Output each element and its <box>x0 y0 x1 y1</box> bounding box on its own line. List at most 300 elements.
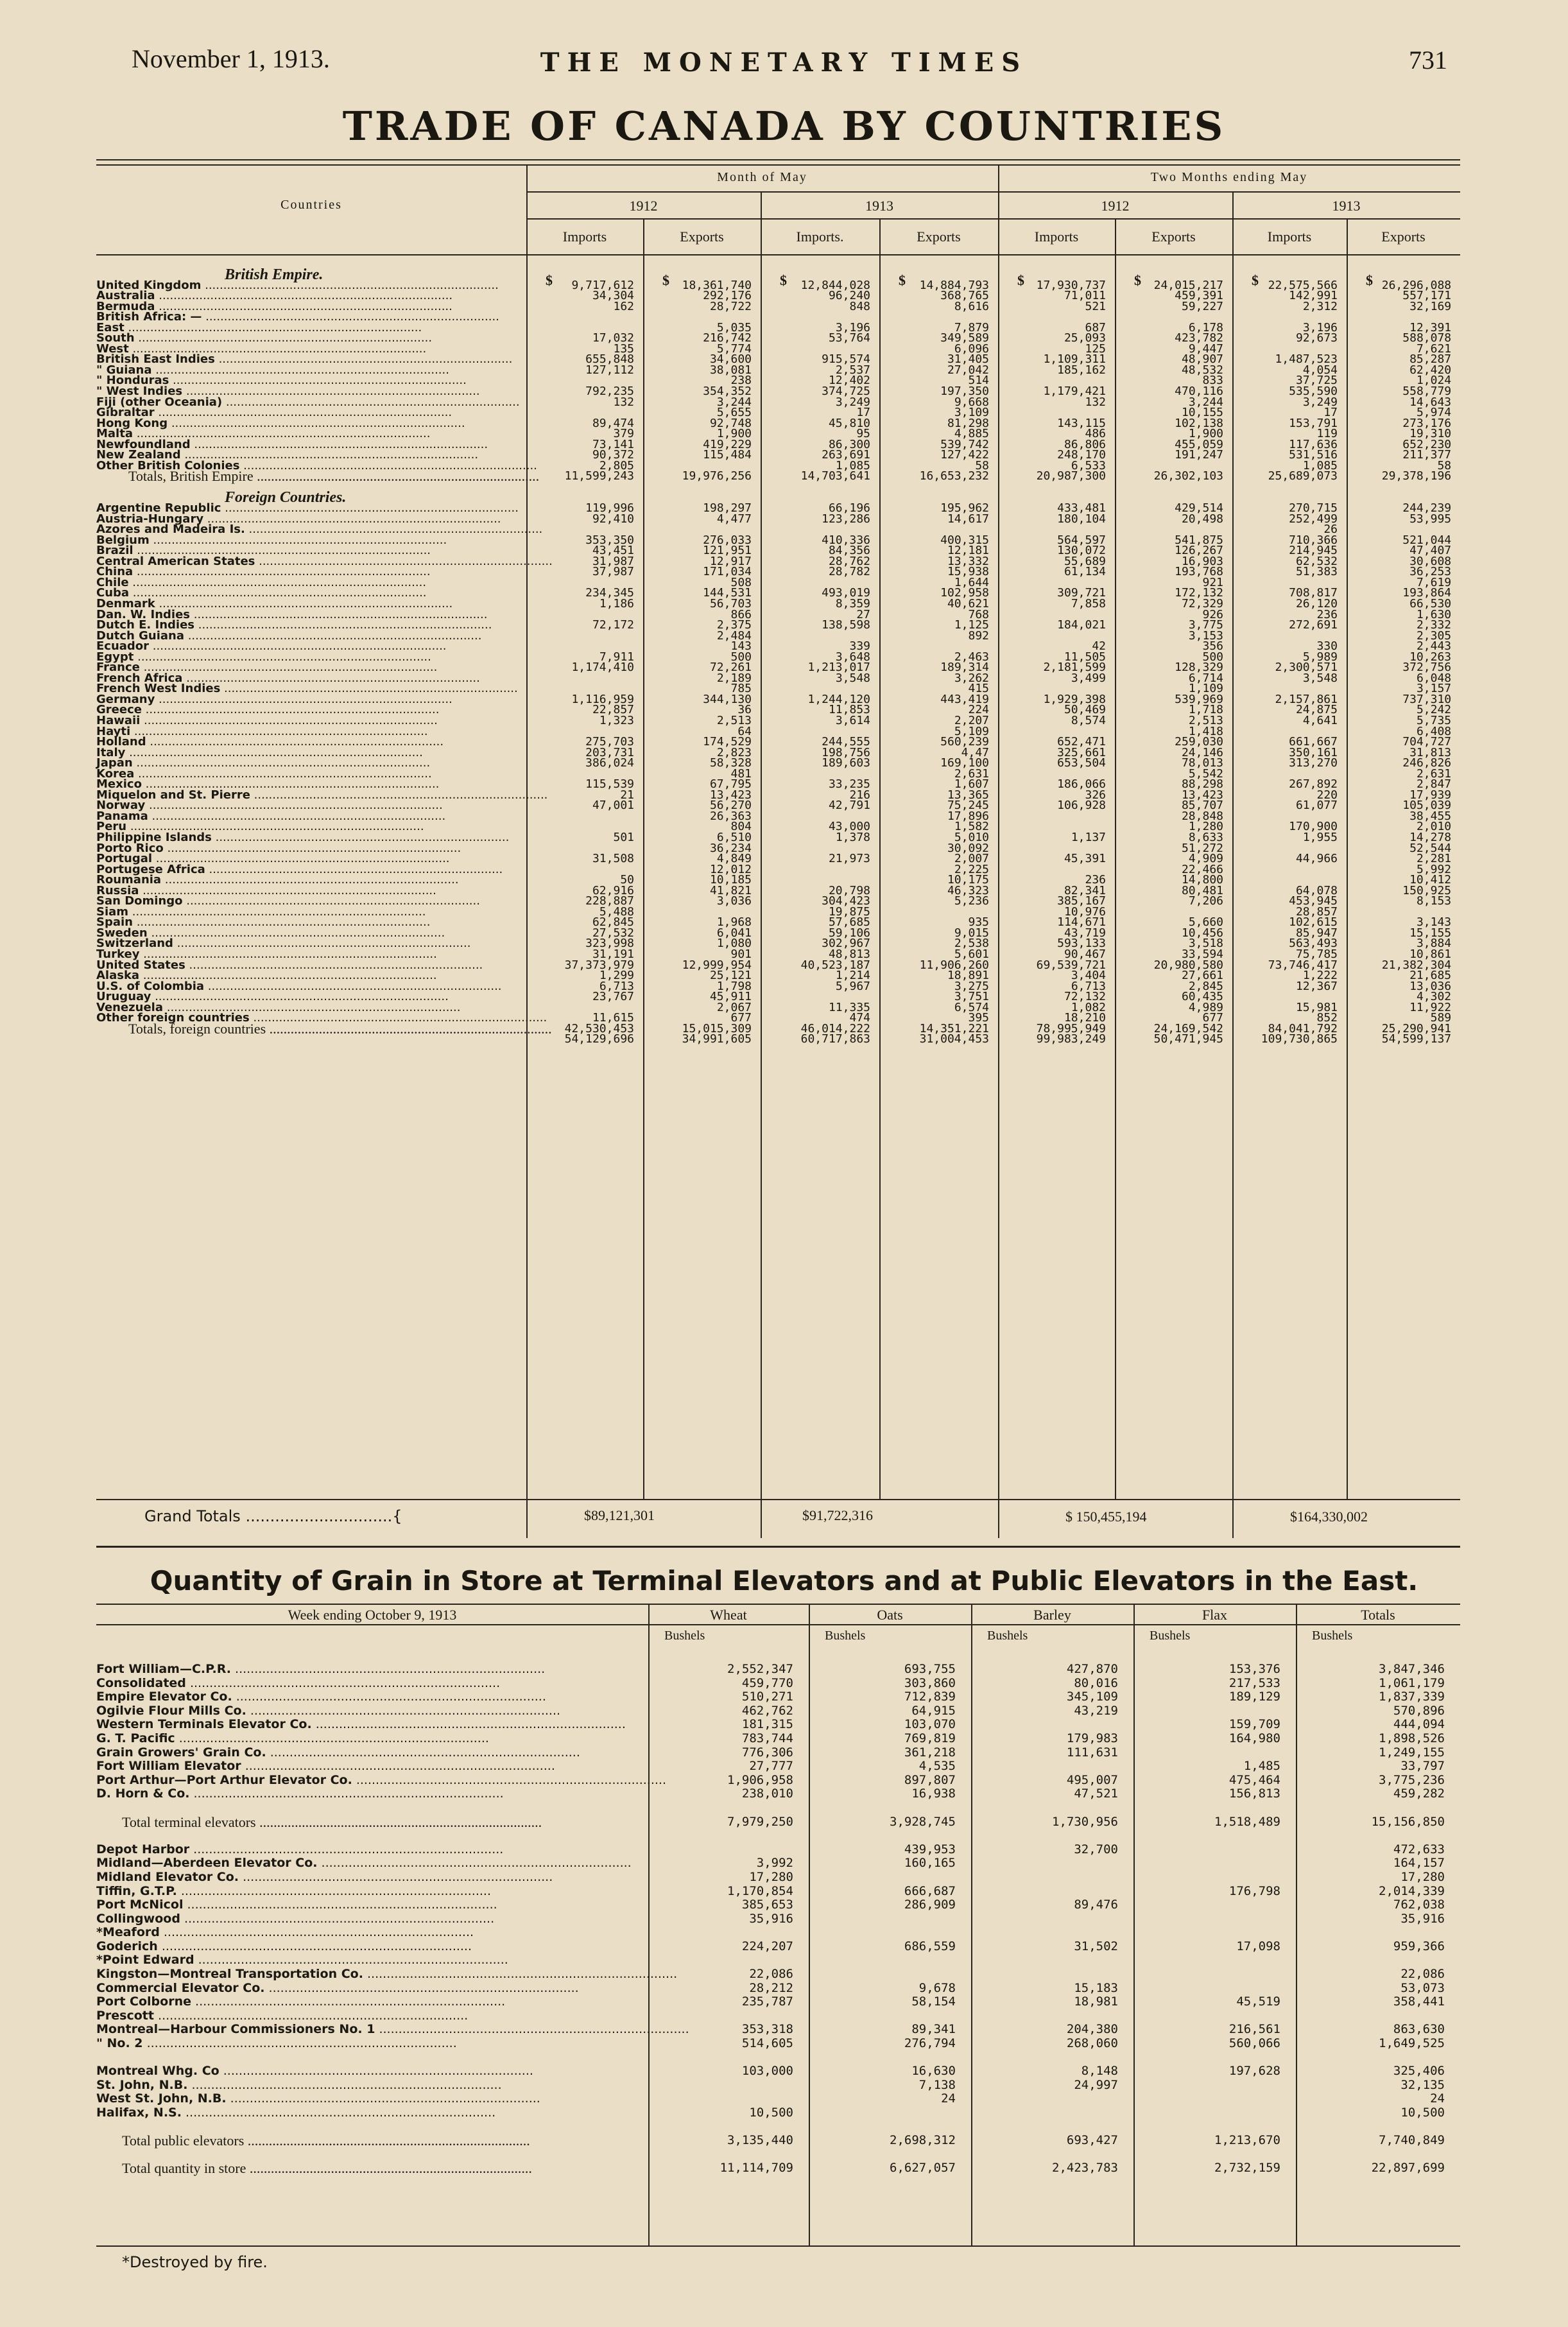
value-cell: 588,078 <box>1402 331 1452 345</box>
row-label-text: *Point Edward <box>96 1953 194 1968</box>
value-cell: 1,798 <box>716 979 752 993</box>
value-cell: 19,976,256 <box>682 469 752 483</box>
leader-dots: ................................................................................ <box>168 416 465 430</box>
grain-row <box>96 1912 1460 1926</box>
value-cell: 415 <box>968 682 989 696</box>
value-cell: 84,356 <box>828 544 870 558</box>
grain-row <box>96 1940 1460 1954</box>
value-cell: 180,104 <box>1057 512 1106 526</box>
leader-dots: ................................................................................ <box>141 777 440 792</box>
row-label-text: Other foreign countries <box>96 1011 250 1025</box>
row-label <box>96 2009 648 2023</box>
row-label-text: Western Terminals Elevator Co. <box>96 1717 312 1732</box>
value-cell: 2,484 <box>716 628 752 643</box>
leader-dots: ................................................................................ <box>190 607 488 621</box>
grain-row <box>96 2134 1460 2148</box>
value-cell: 214,945 <box>1289 544 1338 558</box>
value-cell: 144,531 <box>703 586 752 600</box>
value-cell: 687 <box>1085 320 1106 334</box>
value-cell <box>648 1953 809 1968</box>
value-cell: 2,281 <box>1416 852 1452 866</box>
leader-dots: ................................................................................ <box>239 1869 553 1884</box>
leader-dots: ................................................................................ <box>155 299 452 313</box>
value-cell: 43,719 <box>1064 926 1106 940</box>
value-cell: 4,641 <box>1302 713 1338 727</box>
value-cell: 9,678 <box>918 1980 956 1995</box>
value-cell: 46,014,222 <box>800 1021 870 1035</box>
col-imports: Imports. <box>796 229 844 245</box>
value-cell: 132 <box>1085 395 1106 409</box>
value-cell: 72,261 <box>709 661 752 675</box>
value-cell: 153,791 <box>1289 416 1338 430</box>
leader-dots: ................................................................................ <box>264 1980 579 1995</box>
value-cell: 92,673 <box>1295 331 1338 345</box>
value-cell: 17 <box>1323 406 1338 420</box>
value-cell <box>809 2009 971 2023</box>
row-label-text: Venezuela <box>96 1000 163 1014</box>
value-cell: 354,352 <box>703 385 752 399</box>
value-cell: 3,262 <box>954 671 989 685</box>
value-cell <box>1133 1982 1296 1996</box>
value-cell: 20,498 <box>1181 512 1223 526</box>
value-cell: 959,366 <box>1393 1939 1445 1953</box>
value-cell: 47,407 <box>1409 544 1452 558</box>
value-cell: 73,141 <box>592 437 634 451</box>
grain-row <box>96 1856 1460 1871</box>
leader-dots: ................................................................................ <box>132 427 431 441</box>
grain-row <box>96 1926 1460 1940</box>
grain-row <box>96 2120 1460 2134</box>
leader-dots: ................................................................................ <box>155 596 453 610</box>
value-cell: 17,098 <box>1236 1939 1280 1953</box>
year-1913-two: 1913 <box>1332 198 1361 214</box>
value-cell: 61,134 <box>1064 565 1106 579</box>
value-cell: 6,178 <box>1188 320 1223 334</box>
value-cell: 6,627,057 <box>890 2161 956 2176</box>
value-cell: 385,653 <box>741 1898 793 1912</box>
grain-row <box>96 1663 1460 1677</box>
value-cell: 195,962 <box>940 501 989 515</box>
value-cell: 71,011 <box>1064 289 1106 303</box>
value-cell: 5,774 <box>716 342 752 356</box>
value-cell: 126,267 <box>1175 544 1223 558</box>
value-cell: 14,351,221 <box>919 1021 989 1035</box>
row-label <box>96 2064 648 2079</box>
value-cell: 22,086 <box>1400 1967 1445 1982</box>
value-cell: 51,383 <box>1295 565 1338 579</box>
leader-dots: ................................................................................ <box>246 2160 532 2177</box>
value-cell: 3,928,745 <box>890 1814 956 1829</box>
value-cell: 119,996 <box>585 501 634 515</box>
rule <box>96 1604 1460 1605</box>
row-label-text: Kingston—Montreal Transportation Co. <box>96 1967 363 1982</box>
value-cell: 17,032 <box>592 331 634 345</box>
value-cell: 897,807 <box>904 1772 956 1787</box>
value-cell: 20,987,300 <box>1036 469 1106 483</box>
value-cell: 486 <box>1085 427 1106 441</box>
dollar-sign: $ <box>899 272 906 288</box>
value-cell: 655,848 <box>585 352 634 367</box>
leader-dots: ................................................................................ <box>155 289 453 303</box>
value-cell: 21,685 <box>1409 969 1452 983</box>
value-cell: 11,906,260 <box>919 958 989 972</box>
col-exports: Exports <box>1151 229 1196 245</box>
value-cell: 2,189 <box>716 671 752 685</box>
year-1913-month: 1913 <box>865 198 893 214</box>
value-cell: 385,167 <box>1057 894 1106 908</box>
row-label-text: Porto Rico <box>96 841 164 855</box>
leader-dots: ................................................................................ <box>185 1675 501 1690</box>
value-cell: 21,382,304 <box>1381 958 1452 972</box>
value-cell: 236 <box>1085 873 1106 887</box>
value-cell: 1,955 <box>1302 830 1338 844</box>
value-cell: 34,991,605 <box>682 1032 752 1046</box>
value-cell: 762,038 <box>1393 1898 1445 1912</box>
value-cell: 5,109 <box>954 724 989 738</box>
value-cell <box>971 1926 1133 1940</box>
value-cell <box>1133 2009 1296 2023</box>
row-label-text: Total terminal elevators <box>122 1813 256 1830</box>
value-cell: 96,240 <box>828 289 870 303</box>
value-cell: 804 <box>730 820 752 834</box>
value-cell: 3,196 <box>1302 320 1338 334</box>
value-cell: 3,244 <box>1188 395 1223 409</box>
value-cell: 102,958 <box>940 586 989 600</box>
leader-dots: ................................................................................ <box>189 1786 504 1801</box>
leader-dots: ................................................................................ <box>232 1690 546 1704</box>
value-cell: 2,513 <box>716 713 752 727</box>
value-cell: 67,795 <box>709 777 752 792</box>
row-label-text: U.S. of Colombia <box>96 979 205 993</box>
value-cell: 10,456 <box>1181 926 1223 940</box>
value-cell: 58 <box>1437 458 1452 472</box>
value-cell: 193,864 <box>1402 586 1452 600</box>
leader-dots: ................................................................................ <box>317 1856 632 1871</box>
value-cell: 439,953 <box>904 1842 956 1856</box>
value-cell <box>971 1968 1133 1982</box>
value-cell: 276,794 <box>904 2036 956 2051</box>
value-cell: 43,451 <box>592 544 634 558</box>
value-cell: 8,616 <box>954 299 989 313</box>
value-cell: 564,597 <box>1057 533 1106 547</box>
value-cell: 33,235 <box>828 777 870 792</box>
value-cell: 570,896 <box>1393 1703 1445 1718</box>
value-cell: 37,373,979 <box>564 958 634 972</box>
value-cell: 652,230 <box>1402 437 1452 451</box>
grain-row <box>96 1829 1460 1843</box>
value-cell: 48,907 <box>1181 352 1223 367</box>
value-cell: 47,001 <box>592 799 634 813</box>
grain-row <box>96 1677 1460 1691</box>
value-cell: 710,366 <box>1289 533 1338 547</box>
value-cell: 1,024 <box>1416 374 1452 388</box>
value-cell: 224 <box>968 703 989 717</box>
row-label-text: Totals, foreign countries <box>128 1020 266 1037</box>
value-cell: 127,112 <box>585 363 634 377</box>
leader-dots: ................................................................................ <box>184 628 482 643</box>
value-cell: 32,700 <box>1074 1842 1118 1856</box>
value-cell: 10,185 <box>709 873 752 887</box>
value-cell: 18,981 <box>1074 1994 1118 2009</box>
value-cell: 189,314 <box>940 661 989 675</box>
row-label <box>96 1690 648 1704</box>
value-cell: 852 <box>1316 1011 1338 1025</box>
value-cell: 198,756 <box>822 745 870 759</box>
value-cell: 10,861 <box>1409 947 1452 961</box>
dollar-sign: $ <box>662 272 669 288</box>
total-label <box>96 2134 648 2148</box>
grain-row <box>96 2079 1460 2093</box>
value-cell: 184,021 <box>1057 618 1106 632</box>
value-cell: 7,740,849 <box>1379 2133 1445 2148</box>
value-cell: 48,532 <box>1181 363 1223 377</box>
row-label <box>96 1885 648 1899</box>
leader-dots: ................................................................................ <box>145 799 443 813</box>
value-cell: 80,481 <box>1181 883 1223 897</box>
value-cell: 7,619 <box>1416 575 1452 589</box>
value-cell: 10,155 <box>1181 406 1223 420</box>
grain-row <box>96 1982 1460 1996</box>
value-cell: 45,391 <box>1064 852 1106 866</box>
value-cell: 2,067 <box>716 1000 752 1014</box>
row-label <box>96 1787 648 1801</box>
col-wheat: Wheat <box>710 1607 747 1623</box>
row-label-text: " West Indies <box>96 385 183 399</box>
value-cell: 270,715 <box>1289 501 1338 515</box>
value-cell: 6,533 <box>1071 458 1106 472</box>
value-cell <box>1133 1843 1296 1857</box>
value-cell: 1,186 <box>599 596 634 610</box>
value-cell: 34,304 <box>592 289 634 303</box>
value-cell: 350,161 <box>1289 745 1338 759</box>
row-label-text: Goderich <box>96 1939 158 1953</box>
value-cell: 11,599,243 <box>564 469 634 483</box>
row-label <box>96 1843 648 1857</box>
value-cell: 2,014,339 <box>1379 1883 1445 1898</box>
total-label <box>96 468 540 485</box>
row-label-text: Montreal Whg. Co <box>96 2064 220 2079</box>
value-cell: 661,667 <box>1289 735 1338 749</box>
row-label-text: Dutch Guiana <box>96 628 184 643</box>
unit-label: Bushels <box>1150 1629 1191 1643</box>
value-cell: 72,132 <box>1064 990 1106 1004</box>
value-cell: 3,499 <box>1071 671 1106 685</box>
value-cell: 1,929,398 <box>1043 692 1106 706</box>
value-cell: 344,130 <box>703 692 752 706</box>
value-cell: 160,165 <box>904 1856 956 1871</box>
value-cell: 40,621 <box>947 596 989 610</box>
leader-dots: ................................................................................ <box>180 1911 495 1926</box>
value-cell: 514 <box>968 374 989 388</box>
value-cell: 1,837,339 <box>1379 1690 1445 1704</box>
row-label-text: Roumania <box>96 873 162 887</box>
value-cell: 833 <box>1202 374 1223 388</box>
leader-dots: ................................................................................ <box>175 1731 489 1745</box>
value-cell: 24,997 <box>1074 2077 1118 2092</box>
unit-label: Bushels <box>1312 1629 1353 1643</box>
value-cell: 2,631 <box>954 766 989 781</box>
leader-dots: ................................................................................ <box>226 2091 540 2106</box>
value-cell: 1,109 <box>1188 682 1223 696</box>
value-cell: 593,133 <box>1057 937 1106 951</box>
col-oats: Oats <box>877 1607 903 1623</box>
grain-row <box>96 1968 1460 1982</box>
value-cell: 56,703 <box>709 596 752 610</box>
row-label <box>96 1746 648 1760</box>
value-cell <box>1133 1856 1296 1871</box>
col-exports: Exports <box>680 229 724 245</box>
value-cell: 55,689 <box>1064 554 1106 568</box>
row-label-text: Malta <box>96 427 133 441</box>
value-cell: 28,762 <box>828 554 870 568</box>
value-cell: 24,169,542 <box>1153 1021 1223 1035</box>
row-label-text: Totals, British Empire <box>128 468 254 485</box>
value-cell: 31,004,453 <box>919 1032 989 1046</box>
value-cell: 275,703 <box>585 735 634 749</box>
value-cell: 686,559 <box>904 1939 956 1953</box>
value-cell: 3,036 <box>716 894 752 908</box>
value-cell: 22,897,699 <box>1371 2161 1445 2176</box>
grain-row <box>96 2051 1460 2065</box>
leader-dots: ................................................................................ <box>149 533 447 547</box>
value-cell: 123,286 <box>822 512 870 526</box>
value-cell: 31,508 <box>592 852 634 866</box>
value-cell: 349,589 <box>940 331 989 345</box>
leader-dots: ................................................................................ <box>244 2132 530 2149</box>
row-label <box>96 1760 648 1774</box>
month-of-may-heading: Month of May <box>717 170 807 184</box>
value-cell: 5,488 <box>599 904 634 919</box>
grain-row <box>96 2148 1460 2162</box>
dollar-sign: $ <box>1366 272 1373 288</box>
row-label-text: Korea <box>96 766 135 781</box>
value-cell: 128,329 <box>1175 661 1223 675</box>
value-cell: 42,791 <box>828 799 870 813</box>
row-label-text: Collingwood <box>96 1911 180 1926</box>
value-cell: 17,930,737 <box>1036 278 1106 292</box>
value-cell: 216 <box>849 788 870 802</box>
value-cell <box>1133 1898 1296 1912</box>
value-cell: 11,335 <box>828 1000 870 1014</box>
value-cell: 78,995,949 <box>1036 1021 1106 1035</box>
value-cell: 1,080 <box>716 937 752 951</box>
value-cell: 5,967 <box>835 979 870 993</box>
value-cell: 15,156,850 <box>1371 1814 1445 1829</box>
value-cell: 31,191 <box>592 947 634 961</box>
value-cell: 189,603 <box>822 756 870 770</box>
value-cell: 37,725 <box>1295 374 1338 388</box>
value-cell: 62,420 <box>1409 363 1452 377</box>
value-cell: 3,648 <box>835 650 870 664</box>
value-cell: 8,574 <box>1071 713 1106 727</box>
value-cell: 53,073 <box>1400 1980 1445 1995</box>
value-cell: 5,660 <box>1188 915 1223 930</box>
value-cell: 427,870 <box>1066 1662 1118 1676</box>
value-cell: 5,035 <box>716 320 752 334</box>
value-cell: 666,687 <box>904 1883 956 1898</box>
leader-dots: ................................................................................ <box>250 788 548 802</box>
value-cell: 2,207 <box>954 713 989 727</box>
dollar-sign: $ <box>546 272 553 288</box>
value-cell: 901 <box>730 947 752 961</box>
value-cell: 1,644 <box>954 575 989 589</box>
value-cell: 1,214 <box>835 969 870 983</box>
value-cell: 495,007 <box>1066 1772 1118 1787</box>
value-cell: 50 <box>620 873 634 887</box>
value-cell: 27,042 <box>947 363 989 377</box>
row-label <box>96 1732 648 1746</box>
value-cell: 9,668 <box>954 395 989 409</box>
value-cell: 24 <box>941 2091 956 2106</box>
grain-row <box>96 1871 1460 1885</box>
value-cell: 20,980,580 <box>1153 958 1223 972</box>
leader-dots: ................................................................................ <box>189 1842 504 1856</box>
row-label-text: Australia <box>96 289 155 303</box>
value-cell <box>1232 865 1347 876</box>
value-cell: 15,981 <box>1295 1000 1338 1014</box>
total-label <box>96 1815 648 1830</box>
value-cell: 13,423 <box>709 788 752 802</box>
value-cell: 220 <box>1316 788 1338 802</box>
row-label-text: Gibraltar <box>96 406 155 420</box>
unit-label: Bushels <box>987 1629 1028 1643</box>
row-label-text: " No. 2 <box>96 2036 143 2051</box>
value-cell: 15,183 <box>1074 1980 1118 1995</box>
value-cell: 3,884 <box>1416 937 1452 951</box>
section-heading: British Empire. <box>225 266 323 283</box>
value-cell: 238 <box>730 374 752 388</box>
value-cell: 95 <box>856 427 870 441</box>
value-cell: 1,900 <box>1188 427 1223 441</box>
grain-table-title: Quantity of Grain in Store at Terminal Elevators and at Public Elevators in the East. <box>150 1565 1418 1596</box>
value-cell: 17 <box>856 406 870 420</box>
value-cell: 64 <box>737 724 752 738</box>
row-label-text: British Africa: — <box>96 310 202 324</box>
leader-dots: ................................................................................ <box>194 618 492 632</box>
col-barley: Barley <box>1033 1607 1071 1623</box>
total-label <box>96 2161 648 2176</box>
value-cell: 6,408 <box>1416 724 1452 738</box>
row-label-text: Hawaii <box>96 713 141 727</box>
value-cell: 26 <box>1323 523 1338 537</box>
dollar-sign: $ <box>780 272 787 288</box>
value-cell: 60,717,863 <box>800 1032 870 1046</box>
value-cell: 14,617 <box>947 512 989 526</box>
value-cell <box>998 811 1115 822</box>
value-cell: 72,172 <box>592 618 634 632</box>
row-label-text: Portugese Africa <box>96 862 205 876</box>
value-cell: 143,115 <box>1057 416 1106 430</box>
row-label-text: Uruguay <box>96 990 151 1004</box>
row-label <box>96 1718 648 1732</box>
row-label-text: Cuba <box>96 586 130 600</box>
value-cell: 453,945 <box>1289 894 1338 908</box>
value-cell: 4,47 <box>961 745 989 759</box>
value-cell: 17,280 <box>749 1869 793 1884</box>
value-cell: 111,631 <box>1066 1745 1118 1760</box>
value-cell: 35,916 <box>1400 1911 1445 1926</box>
value-cell: 323,998 <box>585 937 634 951</box>
value-cell: 866 <box>730 607 752 621</box>
leader-dots: ................................................................................ <box>201 278 499 292</box>
leader-dots: ................................................................................ <box>182 385 480 399</box>
value-cell <box>1133 1968 1296 1982</box>
value-cell: 50,471,945 <box>1153 1032 1223 1046</box>
value-cell: 3,249 <box>835 395 870 409</box>
leader-dots: ................................................................................ <box>246 1703 561 1718</box>
value-cell: 52,544 <box>1409 841 1452 855</box>
value-cell: 304,423 <box>822 894 870 908</box>
